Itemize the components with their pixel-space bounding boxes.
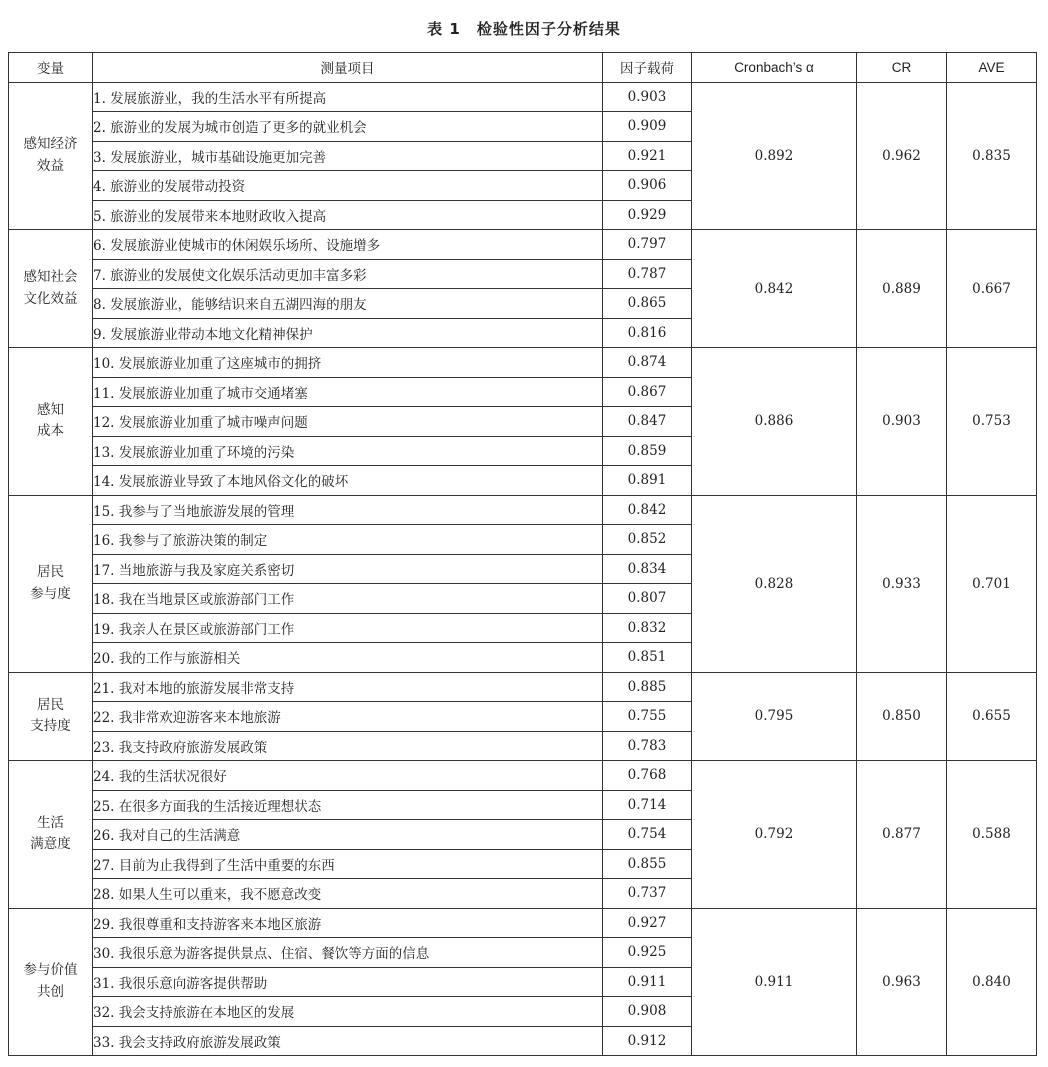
factor-loading: 0.787 bbox=[603, 259, 692, 289]
factor-loading: 0.865 bbox=[603, 289, 692, 319]
measurement-item: 9. 发展旅游业带动本地文化精神保护 bbox=[93, 318, 603, 348]
table-row bbox=[9, 82, 1037, 112]
measurement-item: 10. 发展旅游业加重了这座城市的拥挤 bbox=[93, 348, 603, 378]
measurement-item: 15. 我参与了当地旅游发展的管理 bbox=[93, 495, 603, 525]
factor-loading: 0.909 bbox=[603, 112, 692, 142]
table-caption: 表 1 检验性因子分析结果 bbox=[427, 20, 621, 38]
header-loading: 因子载荷 bbox=[603, 53, 692, 83]
factor-loading: 0.834 bbox=[603, 554, 692, 584]
cronbach-alpha: 0.911 bbox=[692, 908, 857, 1056]
variable-name-line: 居民 bbox=[37, 696, 64, 713]
factor-loading: 0.816 bbox=[603, 318, 692, 348]
variable-name-line: 参与度 bbox=[30, 585, 71, 602]
table-row bbox=[9, 348, 1037, 378]
measurement-item: 23. 我支持政府旅游发展政策 bbox=[93, 731, 603, 761]
variable-name-line: 成本 bbox=[37, 423, 64, 440]
measurement-item: 30. 我很乐意为游客提供景点、住宿、餐饮等方面的信息 bbox=[93, 938, 603, 968]
measurement-item: 1. 发展旅游业，我的生活水平有所提高 bbox=[93, 82, 603, 112]
measurement-item: 16. 我参与了旅游决策的制定 bbox=[93, 525, 603, 555]
measurement-item: 27. 目前为止我得到了生活中重要的东西 bbox=[93, 849, 603, 879]
average-variance-extracted: 0.667 bbox=[947, 230, 1037, 348]
measurement-item: 22. 我非常欢迎游客来本地旅游 bbox=[93, 702, 603, 732]
variable-name-line: 共创 bbox=[37, 983, 64, 1000]
cronbach-alpha: 0.886 bbox=[692, 348, 857, 496]
measurement-item: 20. 我的工作与旅游相关 bbox=[93, 643, 603, 673]
measurement-item: 25. 在很多方面我的生活接近理想状态 bbox=[93, 790, 603, 820]
variable-name-line: 感知经济 bbox=[23, 136, 78, 153]
measurement-item: 11. 发展旅游业加重了城市交通堵塞 bbox=[93, 377, 603, 407]
factor-loading: 0.832 bbox=[603, 613, 692, 643]
factor-loading: 0.911 bbox=[603, 967, 692, 997]
factor-loading: 0.885 bbox=[603, 672, 692, 702]
variable-name-line: 文化效益 bbox=[23, 290, 78, 307]
cronbach-alpha: 0.892 bbox=[692, 82, 857, 230]
factor-loading: 0.925 bbox=[603, 938, 692, 968]
table-body bbox=[9, 82, 1037, 1056]
cronbach-alpha: 0.795 bbox=[692, 672, 857, 761]
table-row bbox=[9, 761, 1037, 791]
variable-name bbox=[9, 761, 93, 909]
factor-loading: 0.859 bbox=[603, 436, 692, 466]
cronbach-alpha: 0.828 bbox=[692, 495, 857, 672]
measurement-item: 18. 我在当地景区或旅游部门工作 bbox=[93, 584, 603, 614]
measurement-item: 32. 我会支持旅游在本地区的发展 bbox=[93, 997, 603, 1027]
measurement-item: 26. 我对自己的生活满意 bbox=[93, 820, 603, 850]
factor-loading: 0.921 bbox=[603, 141, 692, 171]
measurement-item: 8. 发展旅游业，能够结识来自五湖四海的朋友 bbox=[93, 289, 603, 319]
factor-loading: 0.927 bbox=[603, 908, 692, 938]
variable-name bbox=[9, 82, 93, 230]
average-variance-extracted: 0.655 bbox=[947, 672, 1037, 761]
variable-name bbox=[9, 672, 93, 761]
factor-loading: 0.891 bbox=[603, 466, 692, 496]
measurement-item: 4. 旅游业的发展带动投资 bbox=[93, 171, 603, 201]
average-variance-extracted: 0.835 bbox=[947, 82, 1037, 230]
variable-name bbox=[9, 230, 93, 348]
measurement-item: 21. 我对本地的旅游发展非常支持 bbox=[93, 672, 603, 702]
cronbach-alpha: 0.792 bbox=[692, 761, 857, 909]
measurement-item: 12. 发展旅游业加重了城市噪声问题 bbox=[93, 407, 603, 437]
factor-loading: 0.737 bbox=[603, 879, 692, 909]
factor-loading: 0.797 bbox=[603, 230, 692, 260]
factor-loading: 0.783 bbox=[603, 731, 692, 761]
variable-name-line: 生活 bbox=[37, 814, 64, 831]
header-ave: AVE bbox=[947, 53, 1037, 83]
measurement-item: 3. 发展旅游业，城市基础设施更加完善 bbox=[93, 141, 603, 171]
measurement-item: 31. 我很乐意向游客提供帮助 bbox=[93, 967, 603, 997]
composite-reliability: 0.850 bbox=[857, 672, 947, 761]
variable-name bbox=[9, 495, 93, 672]
measurement-item: 28. 如果人生可以重来，我不愿意改变 bbox=[93, 879, 603, 909]
composite-reliability: 0.962 bbox=[857, 82, 947, 230]
table-row bbox=[9, 672, 1037, 702]
measurement-item: 5. 旅游业的发展带来本地财政收入提高 bbox=[93, 200, 603, 230]
measurement-item: 24. 我的生活状况很好 bbox=[93, 761, 603, 791]
average-variance-extracted: 0.840 bbox=[947, 908, 1037, 1056]
variable-name-line: 参与价值 bbox=[23, 962, 78, 979]
factor-loading: 0.929 bbox=[603, 200, 692, 230]
factor-loading: 0.851 bbox=[603, 643, 692, 673]
table-row bbox=[9, 495, 1037, 525]
average-variance-extracted: 0.753 bbox=[947, 348, 1037, 496]
measurement-item: 14. 发展旅游业导致了本地风俗文化的破坏 bbox=[93, 466, 603, 496]
factor-loading: 0.912 bbox=[603, 1026, 692, 1056]
header-alpha: Cronbach’s α bbox=[692, 53, 857, 83]
measurement-item: 13. 发展旅游业加重了环境的污染 bbox=[93, 436, 603, 466]
factor-loading: 0.768 bbox=[603, 761, 692, 791]
factor-loading: 0.908 bbox=[603, 997, 692, 1027]
factor-loading: 0.903 bbox=[603, 82, 692, 112]
table-row bbox=[9, 230, 1037, 260]
composite-reliability: 0.903 bbox=[857, 348, 947, 496]
variable-name-line: 效益 bbox=[37, 157, 64, 174]
factor-loading: 0.867 bbox=[603, 377, 692, 407]
factor-loading: 0.807 bbox=[603, 584, 692, 614]
variable-name-line: 感知 bbox=[37, 401, 64, 418]
cronbach-alpha: 0.842 bbox=[692, 230, 857, 348]
measurement-item: 29. 我很尊重和支持游客来本地区旅游 bbox=[93, 908, 603, 938]
variable-name-line: 居民 bbox=[37, 563, 64, 580]
table-row bbox=[9, 908, 1037, 938]
measurement-item: 33. 我会支持政府旅游发展政策 bbox=[93, 1026, 603, 1056]
composite-reliability: 0.889 bbox=[857, 230, 947, 348]
factor-loading: 0.906 bbox=[603, 171, 692, 201]
header-variable: 变量 bbox=[9, 53, 93, 83]
measurement-item: 19. 我亲人在景区或旅游部门工作 bbox=[93, 613, 603, 643]
variable-name bbox=[9, 348, 93, 496]
measurement-item: 17. 当地旅游与我及家庭关系密切 bbox=[93, 554, 603, 584]
factor-loading: 0.874 bbox=[603, 348, 692, 378]
average-variance-extracted: 0.701 bbox=[947, 495, 1037, 672]
factor-loading: 0.855 bbox=[603, 849, 692, 879]
average-variance-extracted: 0.588 bbox=[947, 761, 1037, 909]
variable-name-line: 感知社会 bbox=[23, 268, 78, 285]
factor-loading: 0.714 bbox=[603, 790, 692, 820]
variable-name-line: 满意度 bbox=[30, 836, 71, 853]
composite-reliability: 0.933 bbox=[857, 495, 947, 672]
composite-reliability: 0.963 bbox=[857, 908, 947, 1056]
factor-loading: 0.755 bbox=[603, 702, 692, 732]
variable-name-line: 支持度 bbox=[30, 718, 71, 735]
factor-loading: 0.842 bbox=[603, 495, 692, 525]
header-item: 测量项目 bbox=[93, 53, 603, 83]
measurement-item: 6. 发展旅游业使城市的休闲娱乐场所、设施增多 bbox=[93, 230, 603, 260]
factor-loading: 0.847 bbox=[603, 407, 692, 437]
measurement-item: 7. 旅游业的发展使文化娱乐活动更加丰富多彩 bbox=[93, 259, 603, 289]
header-row bbox=[9, 53, 1037, 83]
factor-analysis-table bbox=[8, 52, 1037, 1056]
measurement-item: 2. 旅游业的发展为城市创造了更多的就业机会 bbox=[93, 112, 603, 142]
factor-loading: 0.754 bbox=[603, 820, 692, 850]
variable-name bbox=[9, 908, 93, 1056]
factor-loading: 0.852 bbox=[603, 525, 692, 555]
composite-reliability: 0.877 bbox=[857, 761, 947, 909]
header-cr: CR bbox=[857, 53, 947, 83]
